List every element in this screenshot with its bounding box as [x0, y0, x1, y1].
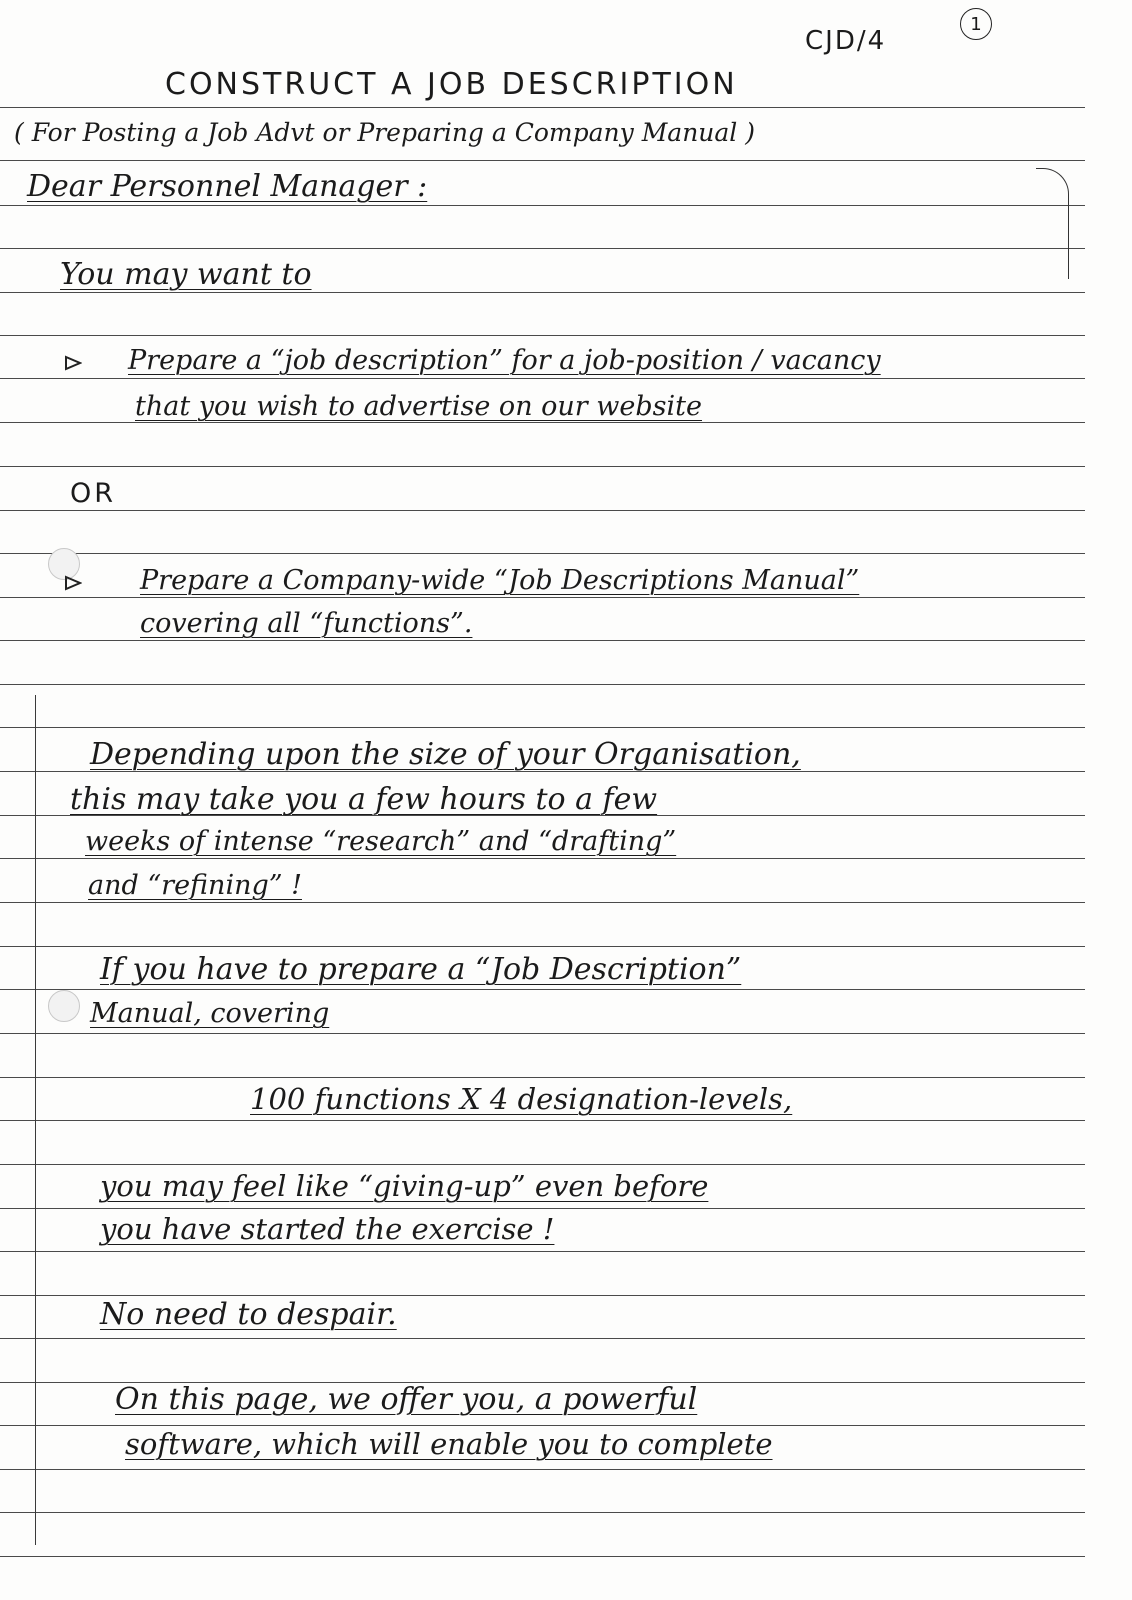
paragraph-1-line-1: Depending upon the size of your Organisation, — [90, 737, 801, 772]
or-text: OR — [70, 478, 117, 509]
margin-line — [35, 695, 36, 1545]
paragraph-4-line-1: On this page, we offer you, a powerful — [115, 1382, 698, 1417]
option-2-line-2: covering all “functions”. — [140, 608, 473, 639]
ruled-line — [0, 1077, 1085, 1078]
paragraph-2-line-1: If you have to prepare a “Job Description” — [100, 952, 742, 987]
functions-formula: 100 functions X 4 designation-levels, — [250, 1082, 793, 1116]
ruled-line — [0, 1425, 1085, 1426]
paragraph-1-line-3: weeks of intense “research” and “drafting” — [85, 826, 677, 857]
ruled-line — [0, 902, 1085, 903]
salutation: Dear Personnel Manager : — [27, 169, 428, 204]
punch-hole — [48, 990, 80, 1022]
option-1-line-1: Prepare a “job description” for a job-position / vacancy — [128, 345, 881, 376]
page-title: CONSTRUCT A JOB DESCRIPTION — [165, 67, 738, 102]
paragraph-3-line-1: you may feel like “giving-up” even before — [100, 1169, 709, 1203]
ruled-line — [0, 205, 1085, 206]
no-despair-text: No need to despair. — [100, 1297, 397, 1332]
ruled-line — [0, 292, 1085, 293]
page-subtitle: ( For Posting a Job Advt or Preparing a Company Manual ) — [14, 118, 756, 147]
ruled-line — [0, 1512, 1085, 1513]
ruled-line — [0, 466, 1085, 467]
ruled-line — [0, 1556, 1085, 1557]
reference-code: CJD/4 — [805, 26, 887, 56]
ruled-line — [0, 989, 1085, 990]
ruled-line — [0, 378, 1085, 379]
ruled-line — [0, 107, 1085, 108]
ruled-line — [0, 160, 1085, 161]
triangle-bullet-icon — [64, 575, 82, 591]
triangle-bullet-icon — [64, 355, 82, 371]
ruled-line — [0, 1033, 1085, 1034]
salutation-bracket — [1036, 168, 1069, 279]
ruled-line — [0, 1208, 1085, 1209]
ruled-line — [0, 597, 1085, 598]
ruled-line — [0, 640, 1085, 641]
ruled-line — [0, 684, 1085, 685]
paragraph-4-line-2: software, which will enable you to complete — [125, 1427, 773, 1461]
ruled-line — [0, 1164, 1085, 1165]
ruled-line — [0, 248, 1085, 249]
ruled-line — [0, 1338, 1085, 1339]
ruled-line — [0, 727, 1085, 728]
ruled-line — [0, 1251, 1085, 1252]
ruled-line — [0, 1120, 1085, 1121]
ruled-line — [0, 858, 1085, 859]
option-2-line-1: Prepare a Company-wide “Job Descriptions Manual” — [140, 565, 860, 596]
ruled-line — [0, 1469, 1085, 1470]
option-1-line-2: that you wish to advertise on our website — [135, 391, 702, 422]
ruled-line — [0, 1295, 1085, 1296]
paragraph-3-line-2: you have started the exercise ! — [100, 1212, 555, 1246]
ruled-line — [0, 946, 1085, 947]
paragraph-1-line-2: this may take you a few hours to a few — [70, 782, 658, 817]
ruled-line — [0, 510, 1085, 511]
intro-text: You may want to — [60, 257, 312, 292]
paragraph-2-line-2: Manual, covering — [90, 998, 330, 1029]
ruled-line — [0, 335, 1085, 336]
ruled-line — [0, 553, 1085, 554]
ruled-line — [0, 422, 1085, 423]
page-number: 1 — [960, 8, 992, 40]
paragraph-1-line-4: and “refining” ! — [88, 870, 302, 901]
